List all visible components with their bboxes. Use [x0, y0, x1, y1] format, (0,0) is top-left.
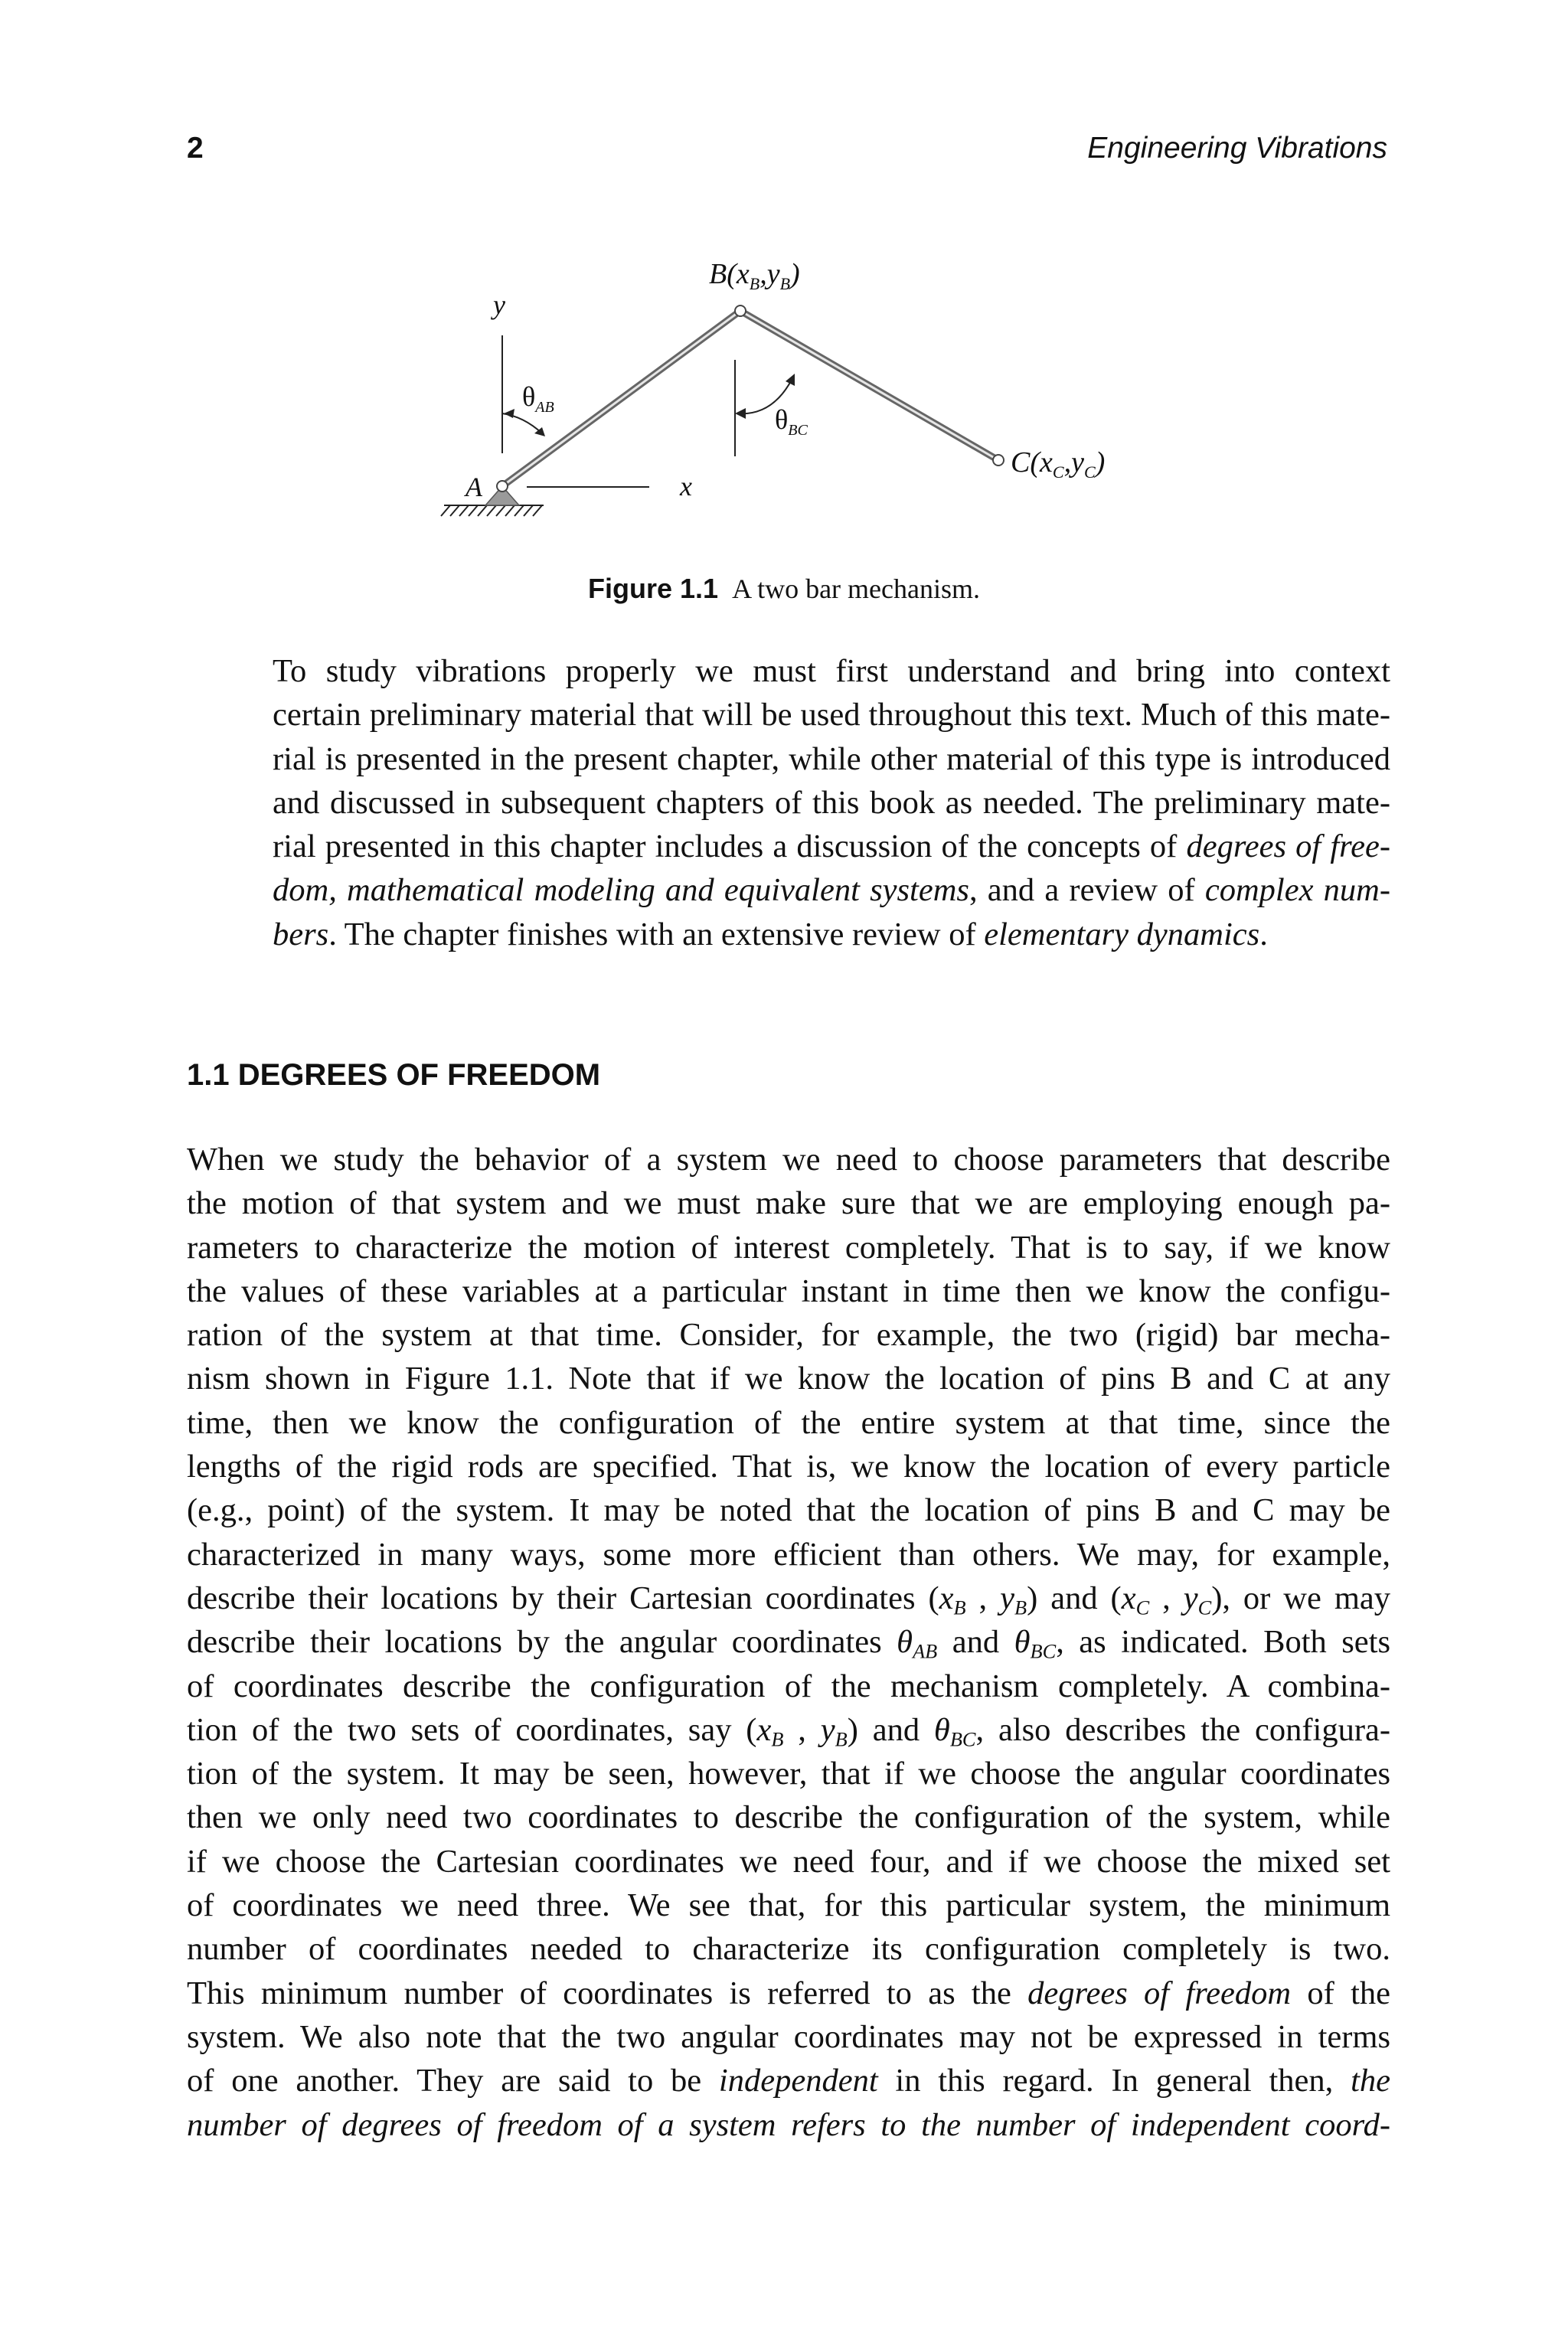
text-line: of one another. They are said to be independent in this regard. In general then, the [187, 2063, 1390, 2099]
text-line: When we study the behavior of a system we need to choose parameters that describe [187, 1142, 1390, 1178]
text-line: system. We also note that the two angular coordinates may not be expressed in terms [187, 2018, 1390, 2055]
page-number: 2 [187, 132, 204, 165]
label-point-b: $B(x_B,y_B)$ [709, 258, 800, 293]
figure-two-bar-mechanism [429, 253, 1164, 544]
bar-bc [740, 311, 998, 460]
text-line: (e.g., point) of the system. It may be noted that the location of pins B and C may be [187, 1492, 1390, 1529]
text-line: the values of these variables at a particular instant in time then we know the configu- [187, 1273, 1390, 1309]
label-y-axis: y [493, 289, 505, 320]
text-line: rial presented in this chapter includes a discussion of the concepts of degrees of free- [273, 828, 1390, 865]
text-line: To study vibrations properly we must first understand and bring into context [273, 653, 1390, 689]
text-line: number of degrees of freedom of a system refers to the number of independent coord- [187, 2106, 1390, 2143]
text-line: of coordinates we need three. We see that, for this particular system, the minimum [187, 1887, 1390, 1924]
text-line: then we only need two coordinates to describe the configuration of the system, while [187, 1799, 1390, 1836]
text-line: describe their locations by their Cartesian coordinates ($x_B$ , $y_B$) and ($x_C$ , $y_C$), or we may [187, 1580, 1390, 1619]
text-line: certain preliminary material that will be used throughout this text. Much of this mate- [273, 697, 1390, 733]
text-line: and discussed in subsequent chapters of this book as needed. The preliminary mate- [273, 784, 1390, 821]
label-theta-ab: $\theta_{AB}$ [522, 381, 554, 416]
dof-paragraph [187, 1138, 1390, 2147]
text-line: time, then we know the configuration of the entire system at that time, since the [187, 1404, 1390, 1441]
text-line: tion of the two sets of coordinates, say ($x_B$ , $y_B$) and $\theta_{BC}$, also describes the configura- [187, 1711, 1390, 1751]
label-theta-bc: $\theta_{BC}$ [775, 404, 808, 439]
text-line: dom, mathematical modeling and equivalent systems, and a review of complex num- [273, 872, 1390, 909]
angle-arc-ab [502, 413, 542, 433]
text-line: ration of the system at that time. Consider, for example, the two (rigid) bar mecha- [187, 1317, 1390, 1354]
text-line: lengths of the rigid rods are specified. That is, we know the location of every particle [187, 1449, 1390, 1485]
angle-arrow-ab [504, 409, 514, 418]
label-x-axis: x [680, 471, 692, 502]
text-line: nism shown in Figure 1.1. Note that if we know the location of pins B and C at any [187, 1361, 1390, 1397]
label-point-c: $C(x_C,y_C)$ [1011, 446, 1106, 482]
angle-arrow-bc-start [735, 408, 746, 419]
figure-caption [0, 573, 1568, 605]
text-line: of coordinates describe the configuration of the mechanism completely. A combina- [187, 1668, 1390, 1704]
text-line: bers. The chapter finishes with an extensive review of elementary dynamics. [273, 916, 1268, 952]
figure-caption-text: A two bar mechanism. [732, 573, 980, 604]
text-line: the motion of that system and we must make sure that we are employing enough pa- [187, 1185, 1390, 1222]
label-point-a: A [466, 472, 482, 502]
angle-arrow-bc-end [786, 374, 795, 386]
pin-a [497, 481, 508, 492]
pin-b [735, 305, 746, 316]
intro-paragraph [187, 649, 1390, 956]
section-heading: 1.1 DEGREES OF FREEDOM [187, 1058, 601, 1092]
text-line: describe their locations by the angular coordinates $\theta_{AB}$ and $\theta_{BC}$, as indicated. Both sets [187, 1624, 1391, 1663]
text-line: characterized in many ways, some more efficient than others. We may, for example, [187, 1536, 1390, 1573]
ground-support [441, 505, 544, 516]
figure-label: Figure 1.1 [588, 573, 719, 604]
text-line: number of coordinates needed to characterize its configuration completely is two. [187, 1931, 1390, 1968]
text-line: This minimum number of coordinates is referred to as the degrees of freedom of the [187, 1975, 1390, 2011]
mechanism-diagram [429, 253, 1164, 544]
running-title: Engineering Vibrations [1087, 132, 1387, 165]
text-line: tion of the system. It may be seen, however, that if we choose the angular coordinates [187, 1756, 1390, 1792]
text-line: if we choose the Cartesian coordinates we need four, and if we choose the mixed set [187, 1843, 1390, 1880]
pin-c [993, 455, 1004, 466]
text-line: rial is presented in the present chapter, while other material of this type is introduced [273, 740, 1390, 777]
text-line: rameters to characterize the motion of interest completely. That is to say, if we know [187, 1229, 1390, 1266]
